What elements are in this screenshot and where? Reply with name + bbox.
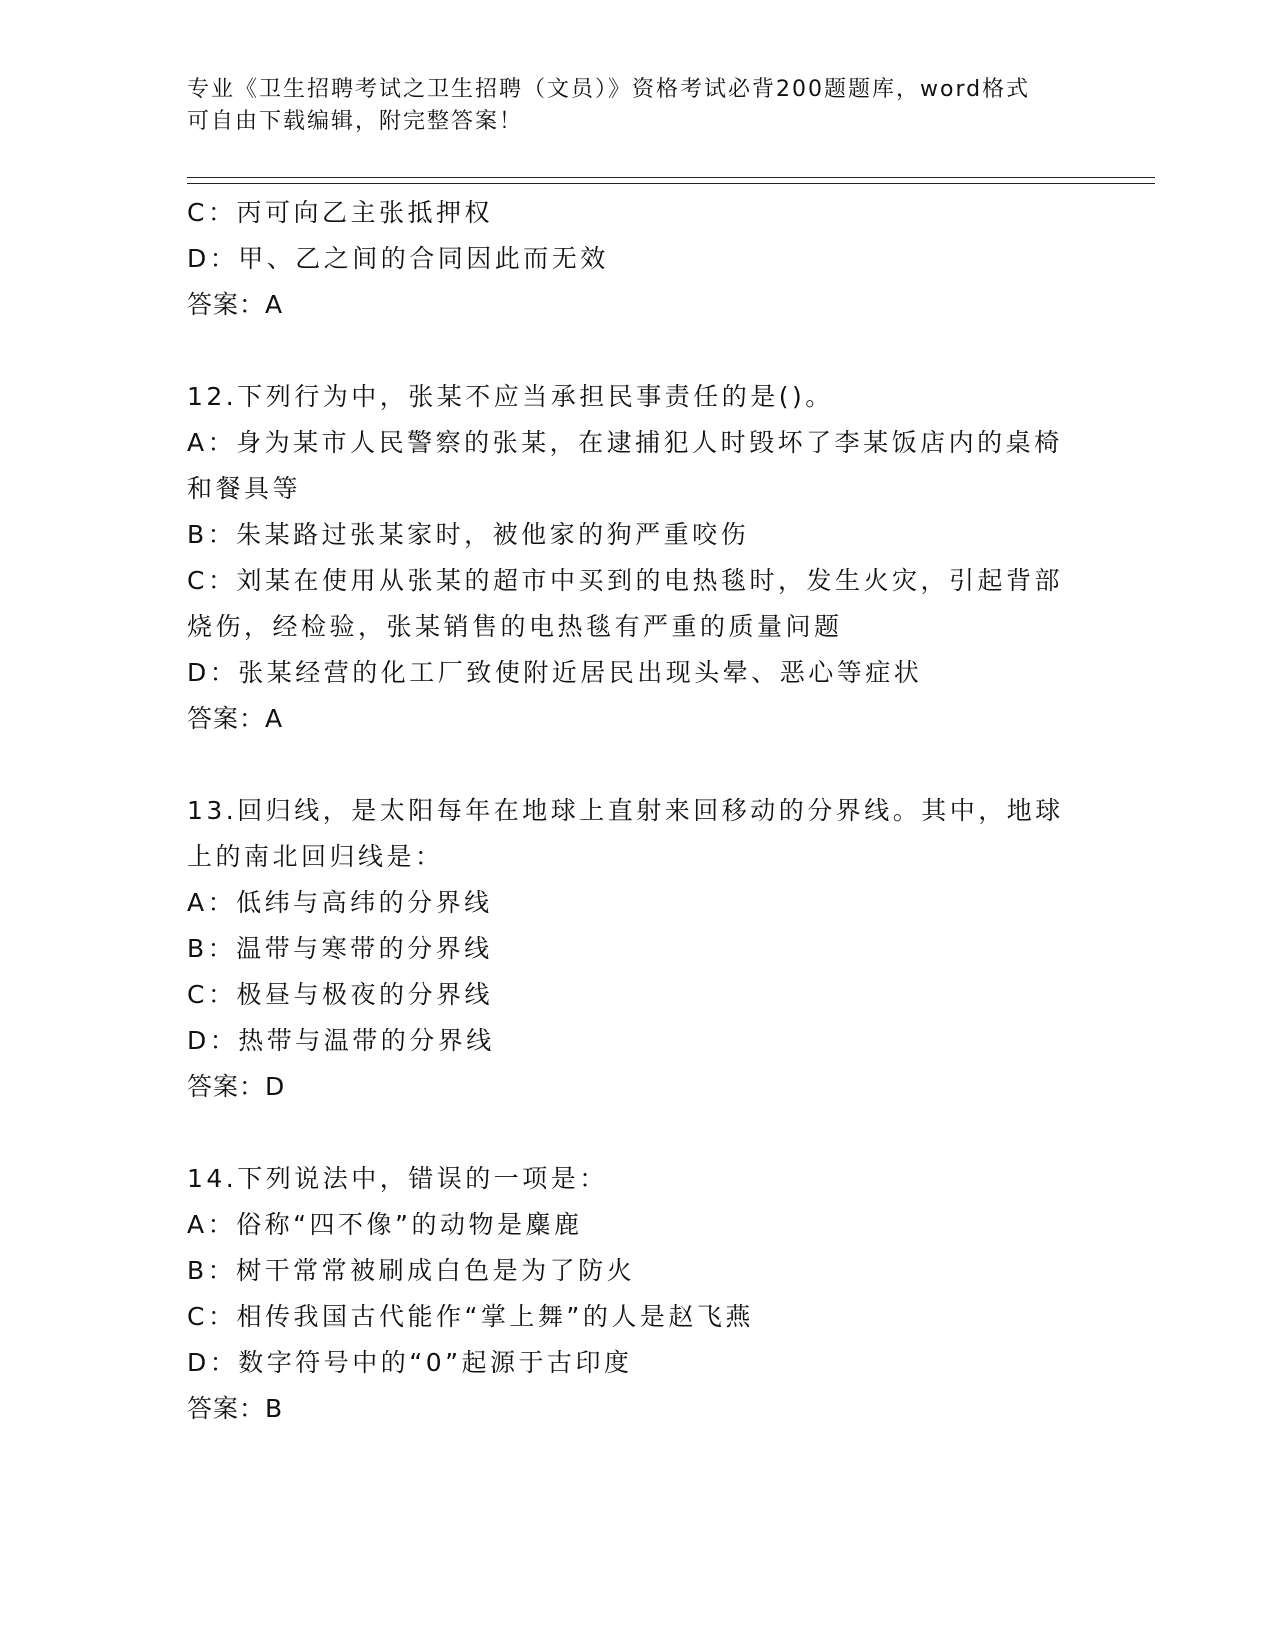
spacer xyxy=(187,328,1087,374)
option-a-continued: 和餐具等 xyxy=(187,474,302,503)
option-a: A：低纬与高纬的分界线 xyxy=(187,888,493,917)
option-b: B：朱某路过张某家时，被他家的狗严重咬伤 xyxy=(187,520,750,549)
question-12 xyxy=(187,374,1087,742)
option-c: C：刘某在使用从张某的超市中买到的电热毯时，发生火灾，引起背部 xyxy=(187,566,1063,595)
option-b: B：树干常常被刷成白色是为了防火 xyxy=(187,1256,636,1285)
spacer xyxy=(187,742,1087,788)
option-c: C：丙可向乙主张抵押权 xyxy=(187,198,493,227)
answer-line: 答案：A xyxy=(187,704,284,733)
answer-line: 答案：B xyxy=(187,1394,284,1423)
question-13 xyxy=(187,788,1087,1110)
document-header xyxy=(187,74,1067,138)
header-line-1: 专业《卫生招聘考试之卫生招聘（文员）》资格考试必背200题题库，word格式 xyxy=(187,77,1031,102)
answer-line: 答案：D xyxy=(187,1072,286,1101)
header-line-2: 可自由下载编辑，附完整答案！ xyxy=(187,109,524,134)
question-stem: 13.回归线，是太阳每年在地球上直射来回移动的分界线。其中，地球 xyxy=(187,796,1064,825)
spacer xyxy=(187,1110,1087,1156)
option-a: A：身为某市人民警察的张某，在逮捕犯人时毁坏了李某饭店内的桌椅 xyxy=(187,428,1063,457)
option-d: D：热带与温带的分界线 xyxy=(187,1026,495,1055)
option-b: B：温带与寒带的分界线 xyxy=(187,934,493,963)
option-c: C：极昼与极夜的分界线 xyxy=(187,980,493,1009)
option-c-continued: 烧伤，经检验，张某销售的电热毯有严重的质量问题 xyxy=(187,612,843,641)
header-divider xyxy=(187,177,1155,184)
question-stem: 14.下列说法中，错误的一项是： xyxy=(187,1164,608,1193)
question-stem: 12.下列行为中，张某不应当承担民事责任的是()。 xyxy=(187,382,834,411)
question-11-tail xyxy=(187,190,1087,328)
question-14 xyxy=(187,1156,1087,1432)
option-d: D：张某经营的化工厂致使附近居民出现头晕、恶心等症状 xyxy=(187,658,923,687)
option-d: D：甲、乙之间的合同因此而无效 xyxy=(187,244,609,273)
option-d: D：数字符号中的“0”起源于古印度 xyxy=(187,1348,633,1377)
question-stem-continued: 上的南北回归线是： xyxy=(187,842,444,871)
option-a: A：俗称“四不像”的动物是麋鹿 xyxy=(187,1210,583,1239)
question-list xyxy=(187,190,1087,1432)
option-c: C：相传我国古代能作“掌上舞”的人是赵飞燕 xyxy=(187,1302,754,1331)
answer-line: 答案：A xyxy=(187,290,284,319)
